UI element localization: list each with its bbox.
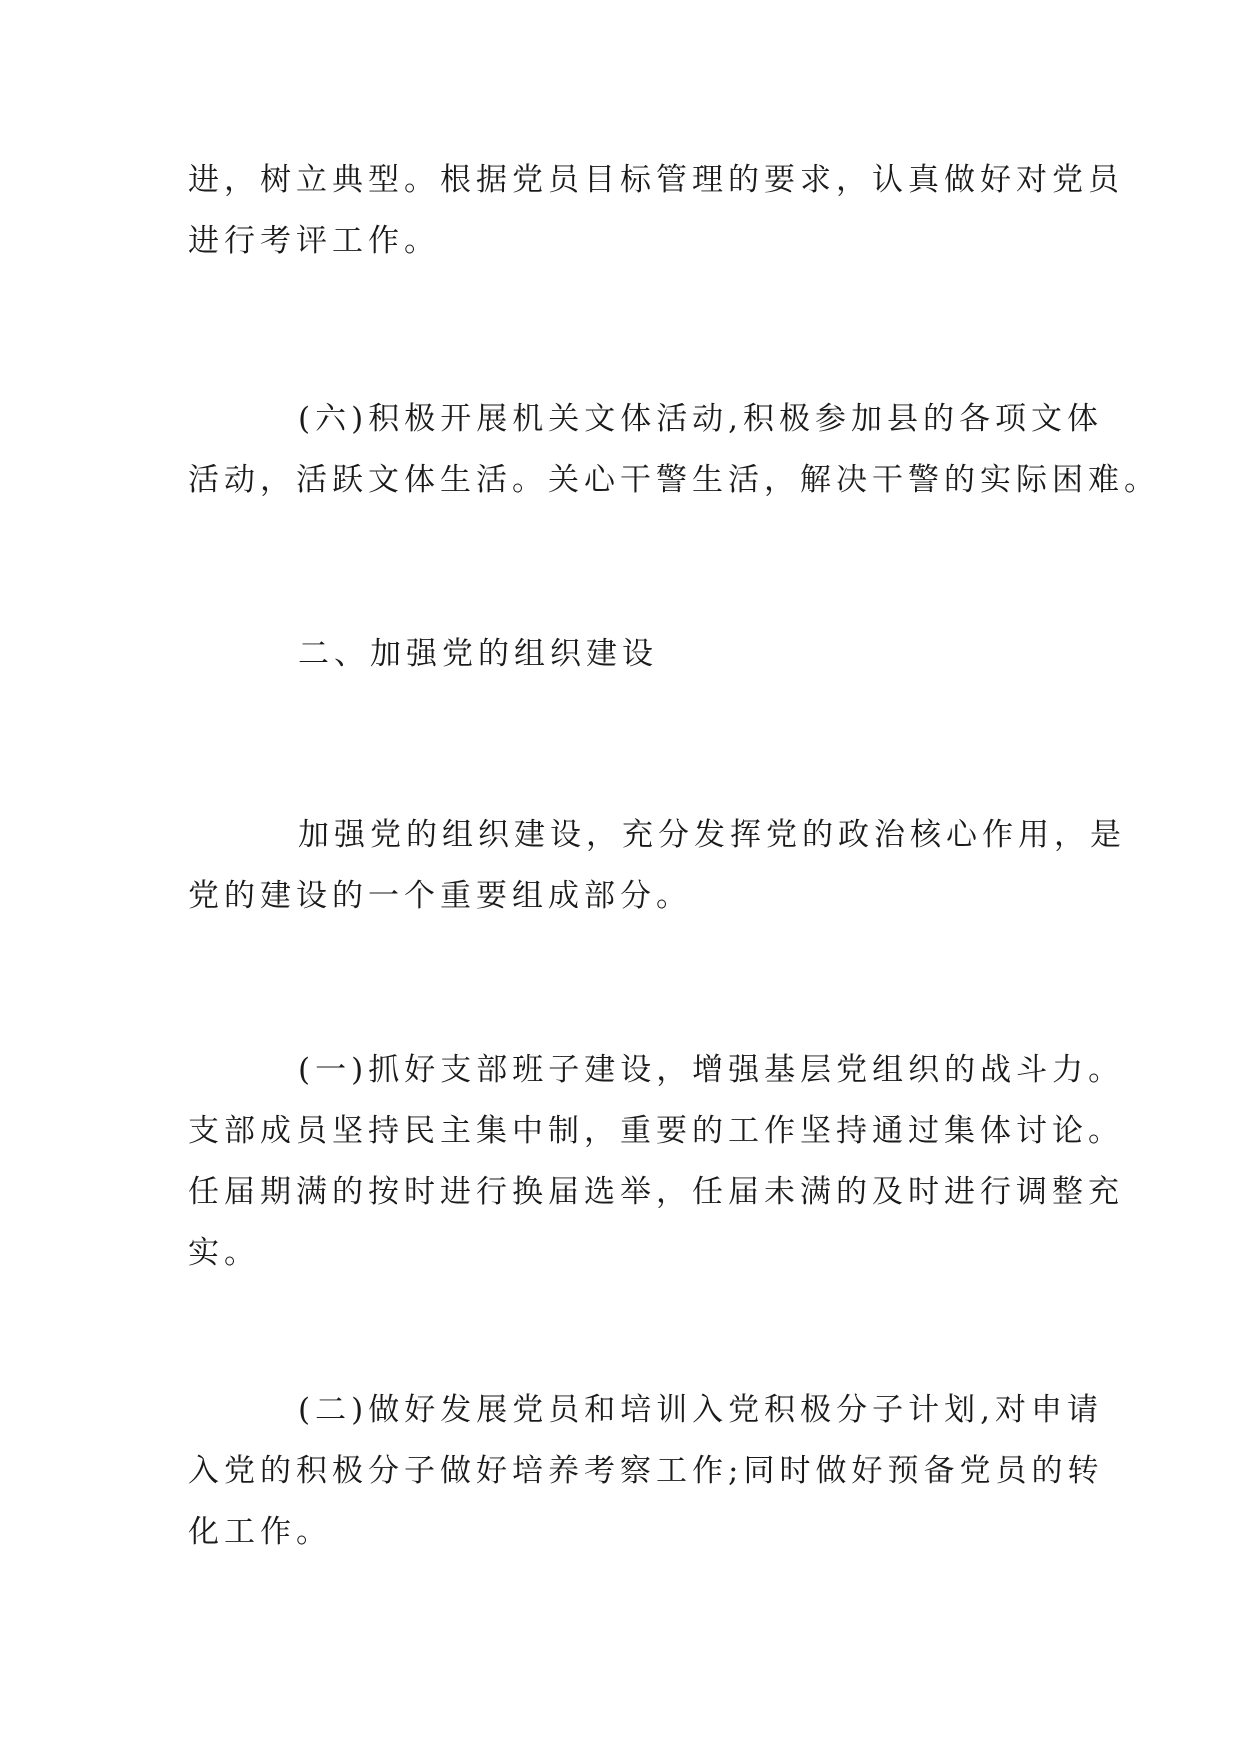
text-line: (二)做好发展党员和培训入党积极分子计划,对申请 xyxy=(298,1392,1104,1428)
text-line: 进，树立典型。根据党员目标管理的要求，认真做好对党员 xyxy=(188,162,1124,198)
text-line: 支部成员坚持民主集中制，重要的工作坚持通过集体讨论。 xyxy=(188,1113,1124,1149)
text-line: 加强党的组织建设，充分发挥党的政治核心作用，是 xyxy=(298,817,1126,853)
paragraph-item-one xyxy=(188,1040,1125,1284)
text-line: 入党的积极分子做好培养考察工作;同时做好预备党员的转 xyxy=(188,1453,1104,1489)
text-line: 进行考评工作。 xyxy=(188,223,440,259)
text-line: 二、加强党的组织建设 xyxy=(298,636,658,672)
paragraph-item-six xyxy=(188,389,1160,511)
text-line: 任届期满的按时进行换届选举，任届未满的及时进行调整充 xyxy=(188,1174,1124,1210)
paragraph-evaluation xyxy=(188,150,1124,272)
text-line: (六)积极开展机关文体活动,积极参加县的各项文体 xyxy=(298,401,1104,437)
paragraph-item-two xyxy=(188,1380,1104,1563)
text-line: 活动，活跃文体生活。关心干警生活，解决干警的实际困难。 xyxy=(188,462,1160,498)
section-heading-two xyxy=(188,624,1068,685)
paragraph-intro xyxy=(188,805,1126,927)
text-line: 化工作。 xyxy=(188,1514,332,1550)
text-line: 实。 xyxy=(188,1235,260,1271)
text-line: 党的建设的一个重要组成部分。 xyxy=(188,878,692,914)
text-line: (一)抓好支部班子建设，增强基层党组织的战斗力。 xyxy=(298,1052,1125,1088)
